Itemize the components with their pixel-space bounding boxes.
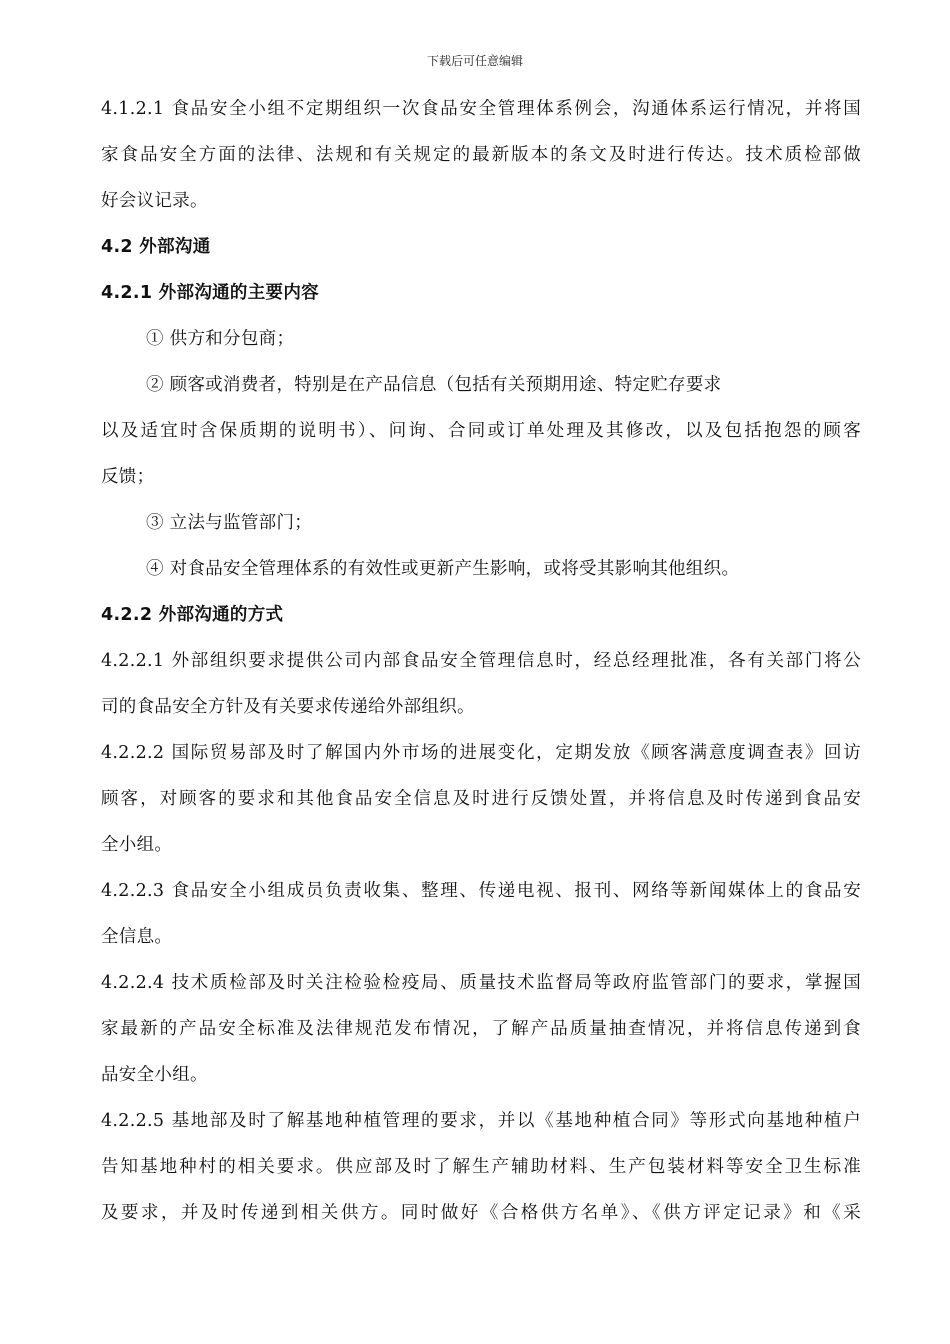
body-line: 告知基地种村的相关要求。供应部及时了解生产辅助材料、生产包装材料等安全卫生标准 <box>101 1157 861 1177</box>
body-line: 家最新的产品安全标准及法律规范发布情况，了解产品质量抽查情况，并将信息传递到食 <box>101 1019 861 1039</box>
body-line: 4.2.2.2 国际贸易部及时了解国内外市场的进展变化，定期发放《顾客满意度调查表》回访 <box>101 743 861 763</box>
body-line: 品安全小组。 <box>101 1065 208 1085</box>
body-line: 家食品安全方面的法律、法规和有关规定的最新版本的条文及时进行传达。技术质检部做 <box>101 145 861 165</box>
body-line: 及要求，并及时传递到相关供方。同时做好《合格供方名单》、《供方评定记录》和《采 <box>101 1203 861 1223</box>
subsection-heading: 4.2.2 外部沟通的方式 <box>101 605 284 625</box>
body-line: 好会议记录。 <box>101 191 208 211</box>
body-line: 4.2.2.3 食品安全小组成员负责收集、整理、传递电视、报刊、网络等新闻媒体上的食品安 <box>101 881 861 901</box>
document-body <box>101 86 861 1236</box>
body-line: 顾客，对顾客的要求和其他食品安全信息及时进行反馈处置，并将信息及时传递到食品安 <box>101 789 861 809</box>
body-line: 4.2.2.1 外部组织要求提供公司内部食品安全管理信息时，经总经理批准，各有关部门将公 <box>101 651 861 671</box>
body-line: 反馈； <box>101 467 155 487</box>
section-heading: 4.2 外部沟通 <box>101 237 211 257</box>
body-line: 4.2.2.4 技术质检部及时关注检验检疫局、质量技术监督局等政府监管部门的要求，掌握国 <box>101 973 861 993</box>
body-line: 全信息。 <box>101 927 173 947</box>
body-line: 4.1.2.1 食品安全小组不定期组织一次食品安全管理体系例会，沟通体系运行情况，并将国 <box>101 99 861 119</box>
page-header: 下载后可任意编辑 <box>426 54 523 68</box>
list-item: ① 供方和分包商； <box>146 329 295 349</box>
list-item: ④ 对食品安全管理体系的有效性或更新产生影响，或将受其影响其他组织。 <box>146 559 740 579</box>
body-line: 全小组。 <box>101 835 173 855</box>
body-line: 以及适宜时含保质期的说明书）、问询、合同或订单处理及其修改，以及包括抱怨的顾客 <box>101 421 861 441</box>
body-line: 司的食品安全方针及有关要求传递给外部组织。 <box>101 697 475 717</box>
list-item: ② 顾客或消费者，特别是在产品信息（包括有关预期用途、特定贮存要求 <box>146 375 722 395</box>
list-item: ③ 立法与监管部门； <box>146 513 313 533</box>
body-line: 4.2.2.5 基地部及时了解基地种植管理的要求，并以《基地种植合同》等形式向基地种植户 <box>101 1111 861 1131</box>
subsection-heading: 4.2.1 外部沟通的主要内容 <box>101 283 319 303</box>
